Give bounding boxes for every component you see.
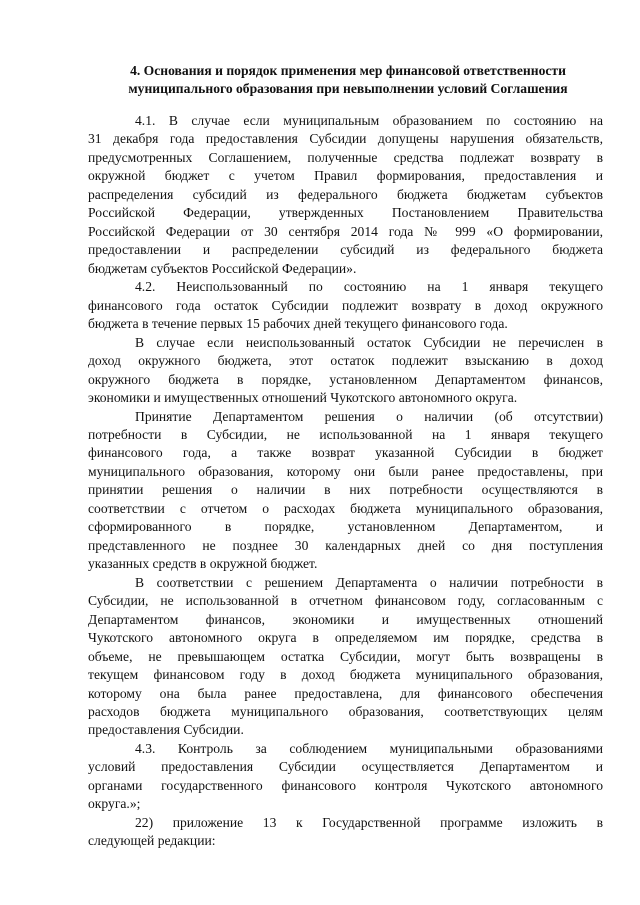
paragraph-line: Субсидии, не использованной в отчетном финансовом году, согласованным с (88, 593, 603, 609)
heading-line: муниципального образования при невыполнении условий Соглашения (128, 81, 568, 96)
paragraph-line: соответствии с отчетом о расходах бюджета муниципального образования, (88, 500, 603, 516)
paragraph-line: потребности в Субсидии, не использованной на 1 января текущего (88, 426, 603, 442)
paragraph-line: расходов бюджета муниципального образования, соответствующих целям (88, 704, 603, 719)
heading-line: 4. Основания и порядок применения мер финансовой ответственности (130, 63, 566, 78)
paragraph-line: принятии решения о наличии в них потребности осуществляются в (88, 482, 603, 498)
paragraph-line: 4.1. В случае если муниципальным образованием по состоянию на (135, 113, 603, 128)
paragraph-line: представленного не позднее 30 календарных дней со дня поступления (88, 537, 603, 553)
paragraph-line: окружного бюджета в порядке, установленном Департаментом финансов, (88, 371, 603, 387)
paragraph (88, 408, 603, 574)
paragraph-line: бюджетам субъектов Российской Федерации». (88, 260, 357, 276)
paragraph-line: предоставлении и распределении субсидий из федерального бюджета (88, 242, 603, 258)
paragraph-line: Российской Федерации от 30 сентября 2014 года № 999 «О формировании, (88, 223, 603, 239)
paragraph-line: текущем финансовом году в доход бюджета муниципального образования, (88, 667, 603, 683)
paragraph-line: которому она была ранее предоставлена, для финансового обеспечения (88, 685, 603, 701)
paragraph-line: 22) приложение 13 к Государственной программе изложить в (135, 814, 603, 830)
paragraph-line: 4.2. Неиспользованный по состоянию на 1 января текущего (135, 279, 603, 295)
paragraph-line: 31 декабря года предоставления Субсидии допущены нарушения обязательств, (88, 131, 603, 147)
paragraph-line: округа.»; (88, 796, 141, 812)
paragraph-line: Чукотского автономного округа в определяемом им порядке, средства в (88, 630, 603, 646)
paragraph (88, 278, 603, 333)
paragraph (88, 814, 603, 851)
paragraph-line: 4.3. Контроль за соблюдением муниципальными образованиями (135, 740, 603, 756)
paragraph (88, 334, 603, 408)
paragraph-line: В соответствии с решением Департамента о наличии потребности в (135, 574, 603, 590)
paragraph-line: следующей редакции: (88, 833, 216, 849)
paragraph-line: указанных средств в окружной бюджет. (88, 556, 318, 572)
paragraph-line: Российской Федерации, утвержденных Постановлением Правительства (88, 205, 603, 221)
section-heading (88, 62, 608, 98)
paragraph-line: сформированного в порядке, установленном Департаментом, и (88, 519, 603, 535)
paragraph (88, 574, 603, 740)
paragraph-line: объеме, не превышающем остатка Субсидии, могут быть возвращены в (88, 648, 603, 664)
paragraph-line: бюджета в течение первых 15 рабочих дней текущего финансового года. (88, 316, 508, 332)
paragraph-line: В случае если неиспользованный остаток Субсидии не перечислен в (135, 334, 603, 350)
paragraph-line: финансового года остаток Субсидии подлежит возврату в доход окружного (88, 297, 603, 313)
paragraph-line: доход окружного бюджета, этот остаток подлежит взысканию в доход (88, 353, 603, 369)
paragraph (88, 112, 603, 278)
paragraph (88, 740, 603, 814)
paragraph-line: Принятие Департаментом решения о наличии (об отсутствии) (135, 408, 603, 424)
paragraph-line: финансового года, а также возврат указанной Субсидии в бюджет (88, 445, 603, 461)
paragraph-line: распределения субсидий из федерального бюджета бюджетам субъектов (88, 186, 603, 202)
paragraph-line: окружной бюджет с учетом Правил формирования, предоставления и (88, 168, 603, 184)
paragraph-line: муниципального образования, которому они были ранее предоставлены, при (88, 463, 603, 479)
paragraph-line: экономики и имущественных отношений Чукотского автономного округа. (88, 390, 518, 406)
paragraph-line: органами государственного финансового контроля Чукотского автономного (88, 777, 603, 793)
paragraph-line: Департаментом финансов, экономики и имущественных отношений (88, 611, 603, 627)
document-body (88, 112, 603, 851)
paragraph-line: предоставления Субсидии. (88, 722, 244, 738)
paragraph-line: предусмотренных Соглашением, полученные средства подлежат возврату в (88, 149, 603, 165)
paragraph-line: условий предоставления Субсидии осуществляется Департаментом и (88, 759, 603, 775)
